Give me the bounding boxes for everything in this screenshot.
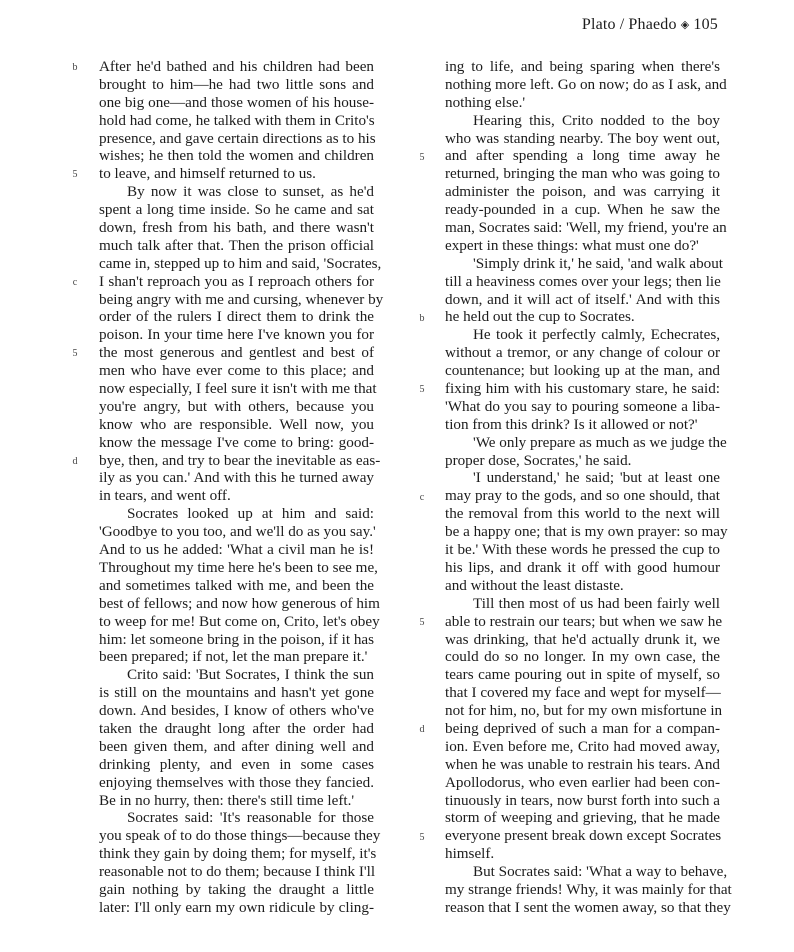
text-line: returned, bringing the man who was going to (445, 165, 720, 183)
text-line: been given them, and after dining well and (99, 737, 374, 755)
text-line: Apollodorus, who even earlier had been con- (445, 773, 720, 791)
margin-marker: c (419, 491, 425, 503)
text-line: And to us he added: 'What a civil man he is! (99, 541, 374, 559)
text-line: that I covered my face and wept for myself— (445, 684, 721, 702)
text-line: ily as you can.' And with this he turned away (99, 469, 374, 487)
text-line: administer the poison, and was carrying it (445, 183, 720, 201)
text-line: 'We only prepare as much as we judge the (473, 433, 727, 451)
text-line: I shan't reproach you as I reproach others for (99, 272, 374, 290)
text-line: everyone present break down except Socrates (445, 827, 722, 845)
text-line: enjoying themselves with those they fancied. (99, 773, 374, 791)
text-line: expert in these things: what must one do?' (445, 236, 699, 254)
text-line: may pray to the gods, and so one should, that (445, 487, 720, 505)
text-line: is still on the mountains and hasn't yet gone (99, 684, 374, 702)
text-line: and without the least distaste. (445, 576, 624, 594)
text-line: the removal from this world to the next will (445, 505, 720, 523)
text-line: gain nothing by taking the draught a little (99, 880, 374, 898)
text-line: he held out the cup to Socrates. (445, 308, 635, 326)
text-line: could do so no longer. In my own case, the (445, 648, 720, 666)
margin-marker: 5 (419, 616, 425, 628)
text-line: the most generous and gentlest and best of (99, 344, 374, 362)
text-line: Be in no hurry, then: there's still time left.' (99, 791, 355, 809)
text-line: 'Goodbye to you too, and we'll do as you say.' (99, 523, 376, 541)
margin-marker: b (419, 312, 425, 324)
text-line: presence, and gave certain directions as to his (99, 129, 376, 147)
text-line: ion. Even before me, Crito had moved away, (445, 737, 720, 755)
text-line: came in, stepped up to him and said, 'Socrates, (99, 254, 382, 272)
text-line: down. And besides, I know of others who've (99, 702, 374, 720)
text-line: storm of weeping and grieving, that he made (445, 809, 720, 827)
text-line: men who have ever come to this place; and (99, 362, 374, 380)
margin-marker: 5 (72, 348, 78, 360)
text-line: later: I'll only earn my own ridicule by cling- (99, 898, 374, 916)
text-line: By now it was close to sunset, as he'd (127, 183, 374, 201)
text-line: who was standing nearby. The boy went out, (445, 129, 720, 147)
text-line: one big one—and those women of his house- (99, 93, 374, 111)
text-line: Socrates looked up at him and said: (127, 505, 374, 523)
text-line: his lips, and drank it off with good humour (445, 558, 720, 576)
text-line: tinuously in tears, now burst forth into such a (445, 791, 720, 809)
header-author: Plato (581, 16, 616, 33)
text-line: man, Socrates said: 'Well, my friend, you're an (445, 219, 727, 237)
text-line: nothing more left. Go on now; do as I ask, and (445, 75, 727, 93)
text-line: hold had come, he talked with them in Crito's (99, 111, 375, 129)
text-line: spent a long time inside. So he came and sat (99, 201, 374, 219)
text-line: But Socrates said: 'What a way to behave, (473, 863, 728, 881)
margin-marker: d (72, 455, 78, 467)
text-line: ready-pounded in a cup. When he saw the (445, 201, 720, 219)
text-line: being angry with me and cursing, whenever by (99, 290, 384, 308)
text-line: nothing else.' (445, 93, 526, 111)
text-line: been prepared; if not, let the man prepare it.' (99, 648, 368, 666)
text-line: think they gain by doing them; for myself, it's (99, 845, 377, 863)
margin-marker: c (72, 276, 78, 288)
text-line: Crito said: 'But Socrates, I think the sun (127, 666, 374, 684)
left-text-column (99, 58, 384, 917)
header-separator: / (619, 16, 625, 33)
running-header (582, 16, 718, 34)
text-line: to leave, and himself returned to us. (99, 165, 316, 183)
text-line: know the message I've come to bring: good- (99, 433, 374, 451)
text-line: best of fellows; and now how generous of him (99, 594, 380, 612)
text-line: my strange friends! Why, it was mainly for that (445, 880, 732, 898)
text-line: order of the rulers I direct them to drink the (99, 308, 374, 326)
text-line: bye, then, and try to bear the inevitable as eas- (99, 451, 381, 469)
text-line: taken the draught long after the order had (99, 719, 374, 737)
text-line: in tears, and went off. (99, 487, 231, 505)
page-number: 105 (693, 16, 718, 33)
text-line: countenance; but looking up at the man, and (445, 362, 720, 380)
text-line: fixing him with his customary stare, he said: (445, 380, 720, 398)
ornament-icon: ◈ (680, 19, 690, 31)
text-line: 'What do you say to pouring someone a liba- (445, 397, 720, 415)
text-line: was drinking, that he'd actually drunk it, we (445, 630, 720, 648)
margin-marker: d (419, 724, 425, 736)
text-line: and after spending a long time away he (445, 147, 720, 165)
margin-marker: 5 (419, 831, 425, 843)
text-line: He took it perfectly calmly, Echecrates, (473, 326, 720, 344)
header-work-title: Phaedo (628, 16, 677, 33)
text-line: Hearing this, Crito nodded to the boy (473, 111, 720, 129)
text-line: down, fresh from his bath, and there wasn't (99, 219, 374, 237)
margin-marker: 5 (419, 151, 425, 163)
text-line: now especially, I feel sure it isn't with me that (99, 380, 377, 398)
text-line: tears came pouring out in spite of myself, so (445, 666, 720, 684)
text-line: much talk after that. Then the prison official (99, 236, 374, 254)
text-line: reason that I sent the women away, so that they (445, 898, 731, 916)
text-line: ing to life, and being sparing when there's (445, 58, 720, 75)
text-line: proper dose, Socrates,' he said. (445, 451, 632, 469)
text-line: reasonable not to do them; because I think I'll (99, 863, 376, 881)
text-line: be a happy one; that is my own prayer: so may (445, 523, 728, 541)
margin-marker: 5 (419, 384, 425, 396)
text-line: till a heaviness comes over your legs; then lie (445, 272, 721, 290)
text-line: 'I understand,' he said; 'but at least one (473, 469, 720, 487)
text-line: down, and it will act of itself.' And with this (445, 290, 720, 308)
text-line: when he was unable to restrain his tears. And (445, 755, 720, 773)
text-line: tion from this drink? Is it allowed or not?' (445, 415, 698, 433)
text-line: himself. (445, 845, 495, 863)
text-line: not for him, no, but for my own misfortune in (445, 702, 723, 720)
text-line: Throughout my time here he's been to see me, (99, 558, 378, 576)
text-line: know who are responsible. Well now, you (99, 415, 374, 433)
text-line: you speak of to do those things—because they (99, 827, 381, 845)
margin-marker: b (72, 62, 78, 73)
text-line: you're angry, but with others, because you (99, 397, 374, 415)
text-line: being deprived of such a man for a compan- (445, 719, 720, 737)
text-line: Socrates said: 'It's reasonable for those (127, 809, 374, 827)
text-line: poison. In your time here I've known you for (99, 326, 374, 344)
text-line: After he'd bathed and his children had been (99, 58, 374, 75)
text-line: without a tremor, or any change of colour or (445, 344, 720, 362)
text-line: 'Simply drink it,' he said, 'and walk about (473, 254, 723, 272)
text-line: wishes; he then told the women and children (99, 147, 374, 165)
text-line: him: let someone bring in the poison, if it has (99, 630, 375, 648)
text-line: it be.' With these words he pressed the cup to (445, 541, 720, 559)
text-line: brought to him—he had two little sons and (99, 75, 374, 93)
text-line: able to restrain our tears; but when we saw he (445, 612, 723, 630)
right-text-column (445, 58, 732, 917)
margin-marker: 5 (72, 169, 78, 181)
text-line: and sometimes talked with me, and been the (99, 576, 374, 594)
text-line: Till then most of us had been fairly well (473, 594, 720, 612)
text-line: drinking plenty, and even in some cases (99, 755, 374, 773)
text-line: to weep for me! But come on, Crito, let's obey (99, 612, 380, 630)
